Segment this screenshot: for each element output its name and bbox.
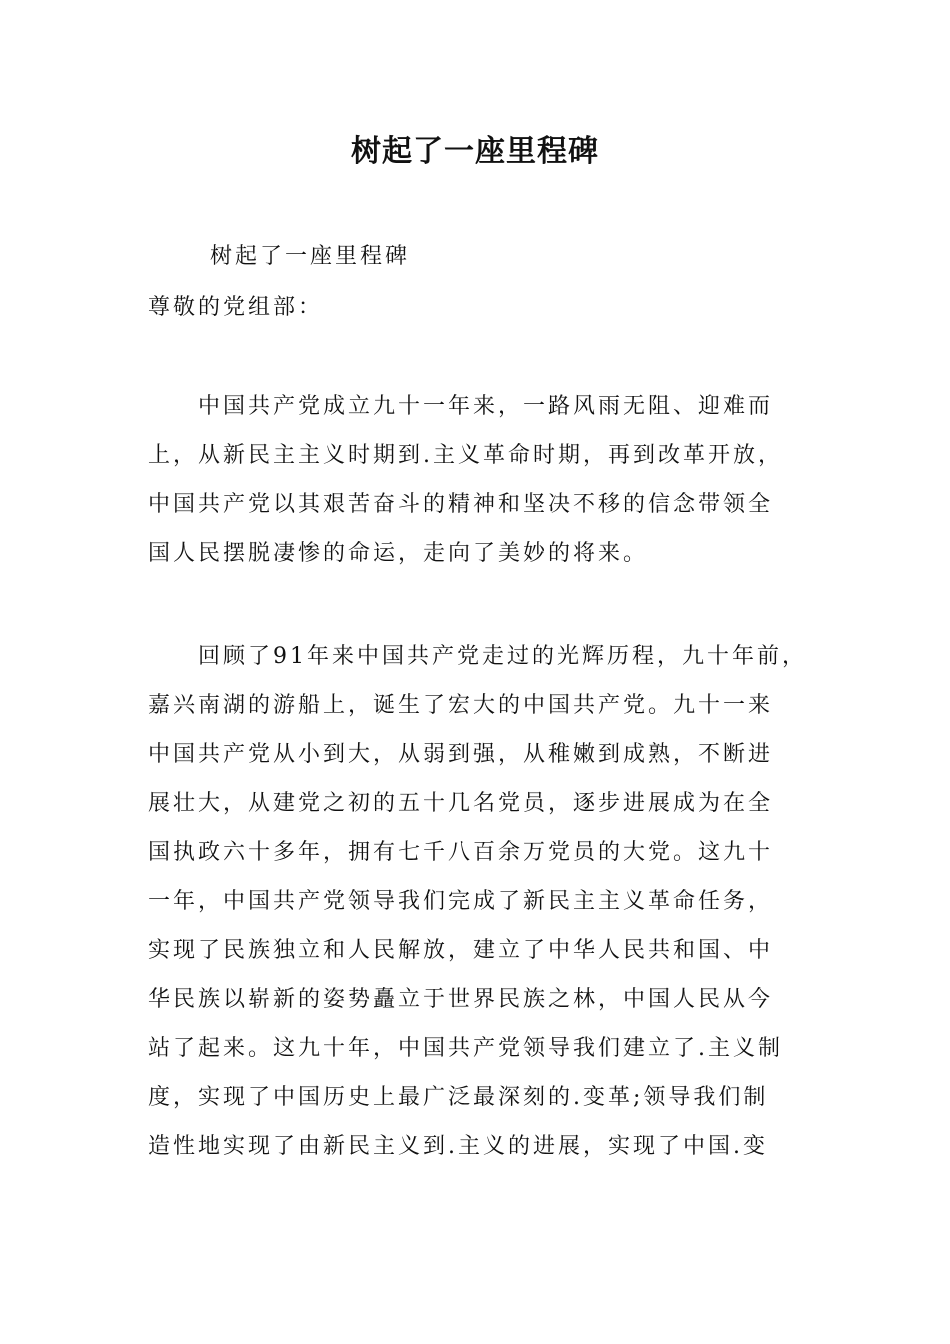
- paragraph-line: 华民族以崭新的姿势矗立于世界民族之林，中国人民从今: [148, 987, 774, 1012]
- paragraph-line: 嘉兴南湖的游船上，诞生了宏大的中国共产党。九十一来: [148, 693, 774, 718]
- subtitle-line: 树起了一座里程碑: [210, 244, 411, 269]
- paragraph-line: 上，从新民主主义时期到.主义革命时期，再到改革开放，: [148, 443, 783, 468]
- salutation-line: 尊敬的党组部：: [148, 295, 324, 320]
- paragraph-line: 展壮大，从建党之初的五十几名党员，逐步进展成为在全: [148, 791, 774, 816]
- paragraph-line: 站了起来。这九十年，中国共产党领导我们建立了.主义制: [148, 1036, 783, 1061]
- paragraph-line: 造性地实现了由新民主义到.主义的进展，实现了中国.变: [148, 1134, 768, 1159]
- paragraph-line: 回顾了91年来中国共产党走过的光辉历程，九十年前，: [198, 644, 807, 669]
- document-title: 树起了一座里程碑: [351, 134, 599, 169]
- paragraph-line: 度，实现了中国历史上最广泛最深刻的.变革;领导我们制: [148, 1085, 769, 1110]
- paragraph-line: 中国共产党成立九十一年来，一路风雨无阻、迎难而: [198, 394, 774, 419]
- salutation: [148, 283, 808, 332]
- paragraph-line: 一年，中国共产党领导我们完成了新民主主义革命任务，: [148, 889, 774, 914]
- paragraph-line: 中国共产党以其艰苦奋斗的精神和坚决不移的信念带领全: [148, 492, 774, 517]
- paragraph-line: 中国共产党从小到大，从弱到强，从稚嫩到成熟，不断进: [148, 742, 774, 767]
- paragraph-1: [148, 382, 808, 578]
- paragraph-line: 实现了民族独立和人民解放，建立了中华人民共和国、中: [148, 938, 774, 963]
- document-subtitle: [148, 232, 808, 281]
- paragraph-2: [148, 632, 808, 1171]
- paragraph-line: 国执政六十多年，拥有七千八百余万党员的大党。这九十: [148, 840, 774, 865]
- paragraph-line: 国人民摆脱凄惨的命运，走向了美妙的将来。: [148, 541, 649, 566]
